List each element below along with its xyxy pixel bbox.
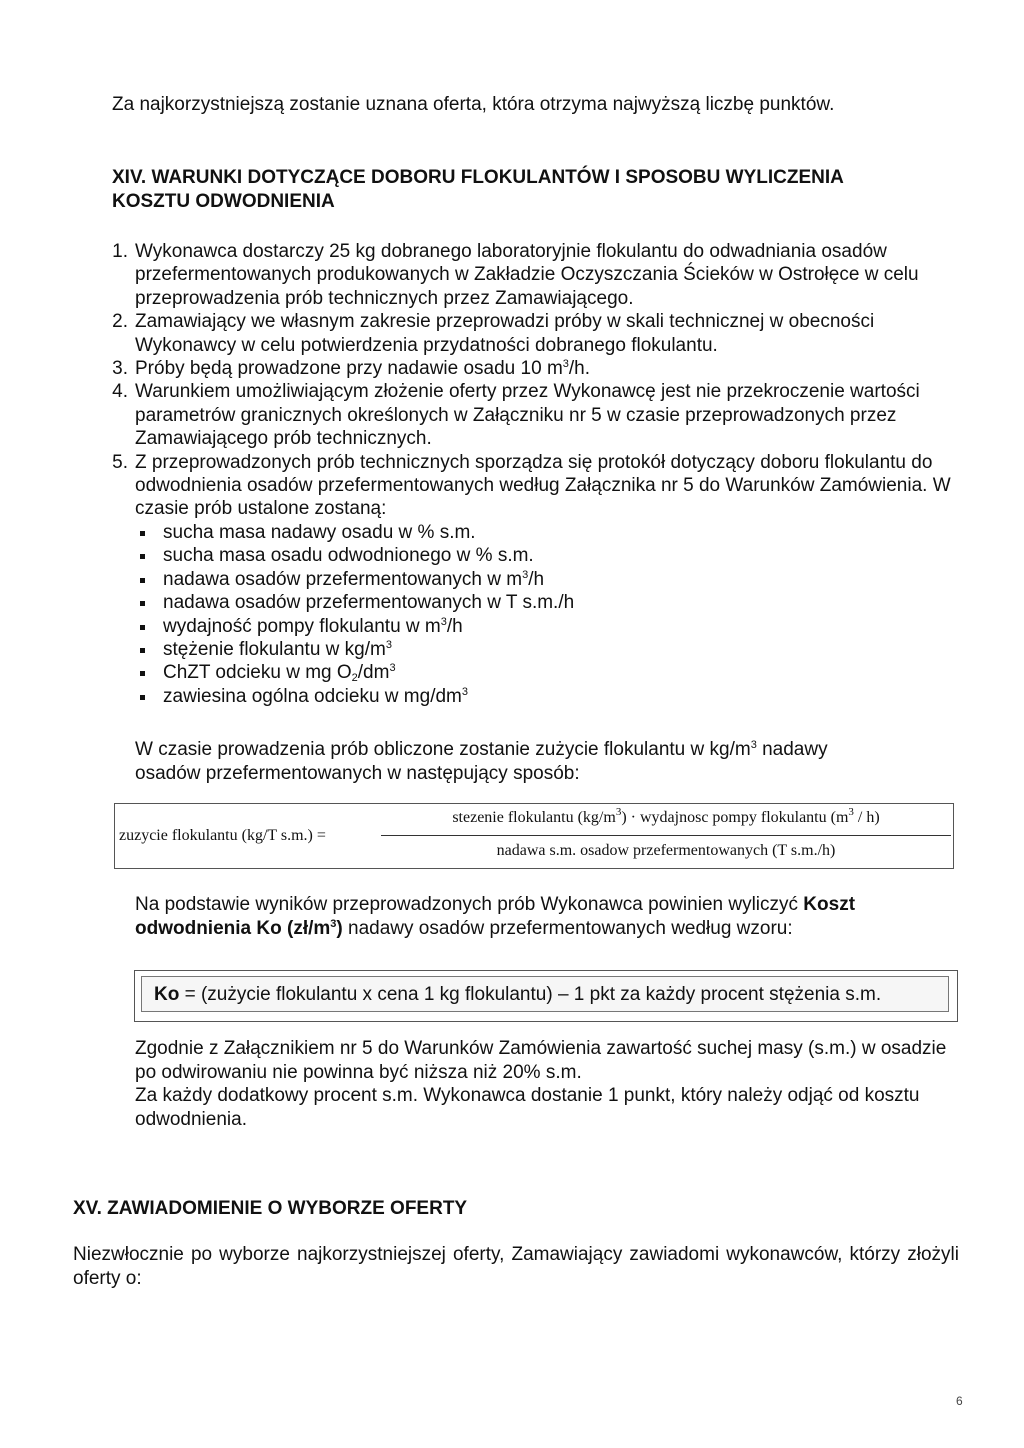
superscript: 3 <box>522 568 529 581</box>
section-15-heading: XV. ZAWIADOMIENIE O WYBORZE OFERTY <box>73 1198 468 1219</box>
superscript: 3 <box>440 615 447 628</box>
formula-numerator-text: ) · wydajnosc pompy flokulantu (m <box>621 809 849 826</box>
bullet-item <box>135 568 968 591</box>
superscript: 3 <box>330 917 337 930</box>
bullet-text-suffix: /dm <box>357 662 390 684</box>
intro-paragraph: Za najkorzystniejszą zostanie uznana oferta, która otrzyma najwyższą liczbę punktów. <box>112 94 835 115</box>
bullet-text: zawiesina ogólna odcieku w mg/dm <box>163 685 462 707</box>
bullet-text: sucha masa osadu odwodnionego w % s.m. <box>163 545 534 567</box>
basis-bold-a: Koszt odwodnienia Ko (zł/m <box>135 894 856 939</box>
bullet-item <box>135 544 968 567</box>
bullet-text: stężenie flokulantu w kg/m <box>163 638 386 660</box>
list-text: Zamawiający we własnym zakresie przeprowadzi próby w skali technicznej w obecności Wykonawcy w celu potwierdzenia przydatności dobranego flokulantu. <box>135 311 875 356</box>
bullet-item <box>135 591 968 614</box>
bullet-text: nadawa osadów przefermentowanych w T s.m./h <box>163 592 575 614</box>
list-text: Wykonawca dostarczy 25 kg dobranego laboratoryjnie flokulantu do odwadniania osadów przefermentowanych produkowanych w Zakładzie Oczyszczania Ścieków w Ostrołęce w celu przeprowadzenia prób technicznych przez Zamawiającego. <box>135 241 919 309</box>
superscript: 3 <box>389 662 396 675</box>
list-number: 4. <box>112 381 128 403</box>
section-14-heading-line-2: KOSZTU ODWODNIENIA <box>112 191 335 212</box>
list-number: 2. <box>112 311 128 333</box>
bullet-text: ChZT odcieku w mg O <box>163 662 352 684</box>
formula-lhs: zuzycie flokulantu (kg/T s.m.) = <box>119 827 326 844</box>
ko-expression: = (zużycie flokulantu x cena 1 kg flokulantu) – 1 pkt za każdy procent stężenia s.m. <box>179 984 882 1005</box>
basis-bold-b: ) <box>336 917 343 939</box>
calc-text: W czasie prowadzenia prób obliczone zostanie zużycie flokulantu w kg/m <box>135 739 751 760</box>
superscript: 3 <box>562 358 569 371</box>
list-number: 5. <box>112 451 128 473</box>
section-14-heading <box>112 166 892 214</box>
ko-formula-text <box>154 983 881 1006</box>
bullet-text-suffix: /h <box>446 615 463 637</box>
section-14-list <box>98 240 968 708</box>
list-number: 1. <box>112 241 128 262</box>
superscript: 3 <box>461 685 469 698</box>
section-15-paragraph: Niezwłocznie po wyborze najkorzystniejszej oferty, Zamawiający zawiadomi wykonawców, którzy złożyli oferty o: <box>73 1244 959 1289</box>
formula-numerator <box>381 806 951 827</box>
bullet-text: wydajność pompy flokulantu w m <box>163 615 441 637</box>
section-14-heading-line-1: XIV. WARUNKI DOTYCZĄCE DOBORU FLOKULANTÓW I SPOSOBU WYLICZENIA <box>112 167 844 188</box>
bullet-item <box>135 638 968 661</box>
calculation-paragraph <box>135 738 895 785</box>
dry-mass-note-line-1: Zgodnie z Załącznikiem nr 5 do Warunków Zamówienia zawartość suchej masy (s.m.) w osadzie po odwirowaniu nie powinna być niższa niż 20% s.m. <box>135 1038 947 1083</box>
ko-formula-inner <box>141 976 949 1012</box>
bullet-text: sucha masa nadawy osadu w % s.m. <box>163 521 476 543</box>
bullet-item <box>135 661 968 684</box>
list-item-5 <box>98 451 968 708</box>
list-text: Z przeprowadzonych prób technicznych sporządza się protokół dotyczący doboru flokulantu do odwodnienia osadów przefermentowanych według Załącznika nr 5 do Warunków Zamówienia. W czasie prób ustalone zostaną: <box>135 451 951 520</box>
fraction-line <box>381 835 951 836</box>
list-item-4 <box>98 380 968 450</box>
bullet-text: nadawa osadów przefermentowanych w m <box>163 568 523 590</box>
formula-numerator-text: stezenie flokulantu (kg/m <box>452 809 616 826</box>
calc-text-suffix: nadawy osadów przefermentowanych w następujący sposób: <box>135 739 828 784</box>
list-text: Próby będą prowadzone przy nadawie osadu 10 m <box>135 358 563 380</box>
ko-formula-box <box>134 970 958 1022</box>
formula-denominator: nadawa s.m. osadow przefermentowanych (T s.m./h) <box>496 842 836 859</box>
cost-basis-paragraph <box>135 893 935 940</box>
list-text-suffix: /h. <box>568 358 591 380</box>
superscript: 3 <box>615 806 622 818</box>
list-text: Warunkiem umożliwiającym złożenie oferty przez Wykonawcę jest nie przekroczenie wartości parametrów granicznych określonych w Załączniku nr 5 w czasie przeprowadzonych przez Zamawiającego prób technicznych. <box>135 381 920 450</box>
dry-mass-note <box>135 1037 965 1131</box>
superscript: 3 <box>385 638 392 651</box>
bullet-text-suffix: /h <box>528 568 545 590</box>
list-item-1 <box>98 240 968 310</box>
subscript: 2 <box>351 672 358 685</box>
ko-symbol: Ko <box>154 984 180 1005</box>
parameter-bullet-list <box>135 521 968 708</box>
superscript: 3 <box>750 739 757 751</box>
list-item-2 <box>98 310 968 357</box>
superscript: 3 <box>848 806 854 818</box>
list-item-3 <box>98 357 968 380</box>
bullet-item <box>135 521 968 544</box>
basis-text: Na podstawie wyników przeprowadzonych prób Wykonawca powinien wyliczyć <box>135 894 804 915</box>
list-number: 3. <box>112 358 128 380</box>
dry-mass-note-line-2: Za każdy dodatkowy procent s.m. Wykonawca dostanie 1 punkt, który należy odjąć od kosztu odwodnienia. <box>135 1085 920 1130</box>
bullet-item <box>135 615 968 638</box>
page-number: 6 <box>956 1394 963 1408</box>
bullet-item <box>135 685 968 708</box>
formula-numerator-text: / h) <box>853 809 880 826</box>
basis-text-suffix: nadawy osadów przefermentowanych według wzoru: <box>342 917 793 939</box>
consumption-formula-box <box>114 803 954 869</box>
